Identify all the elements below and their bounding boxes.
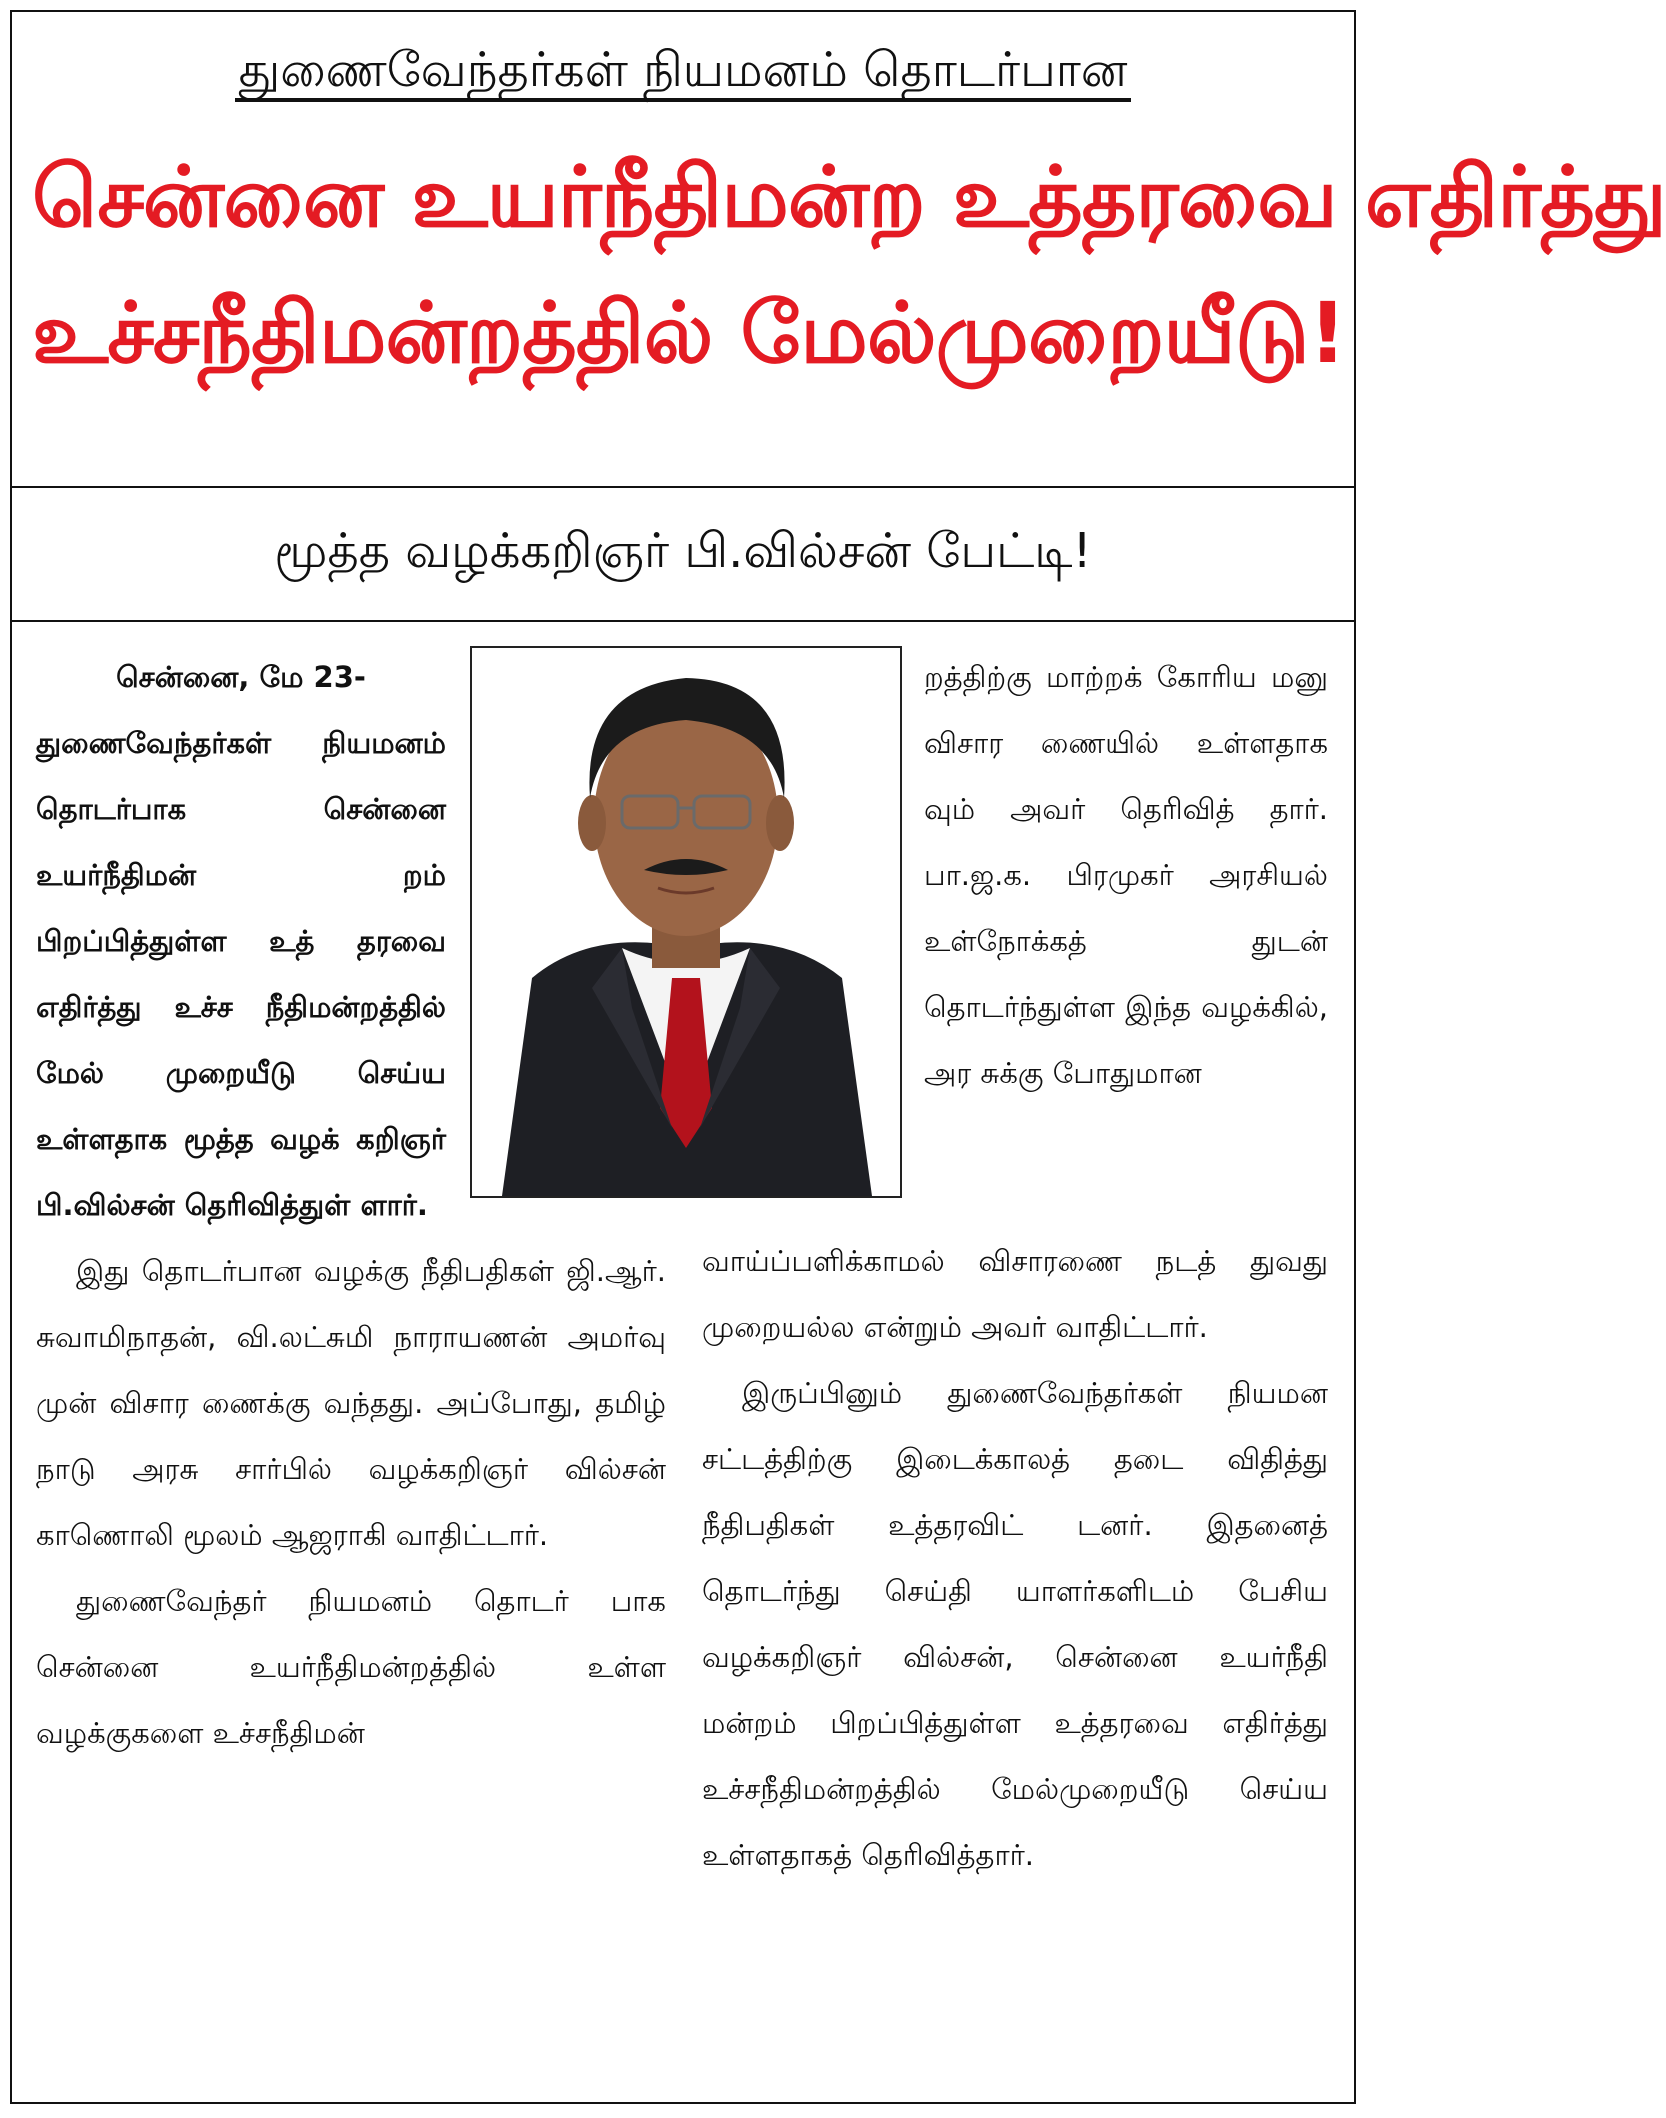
subhead: மூத்த வழக்கறிஞர் பி.வில்சன் பேட்டி! [274, 523, 1092, 579]
kicker [12, 38, 1354, 102]
kicker-text: துணைவேந்தர்கள் நியமனம் தொடர்பான [235, 42, 1132, 102]
headline-line-1: சென்னை உயர்நீதிமன்ற உத்தரவை எதிர்த்து [32, 148, 1666, 246]
article-paragraph: இது தொடர்பான வழக்கு நீதிபதிகள் ஜி.ஆர். சுவாமிநாதன், வி.லட்சுமி நாராயணன் அமர்வு முன் விசார ணைக்கு வந்தது. அப்போது, தமிழ் நாடு அரசு சார்பில் வழக்கறிஞர் வில்சன் காணொலி மூலம் ஆஜராகி வாதிட்டார். [36, 1254, 666, 1552]
article-paragraph: இருப்பினும் துணைவேந்தர்கள் நியமன சட்டத்திற்கு இடைக்காலத் தடை விதித்து நீதிபதிகள் உத்தரவிட் டனர். இதனைத் தொடர்ந்து செய்தி யாளர்களிடம் பேசிய வழக்கறிஞர் வில்சன், சென்னை உயர்நீதி மன்றம் பிறப்பித்துள்ள உத்தரவை எதிர்த்து உச்சநீதிமன்றத்தில் மேல்முறையீடு செய்ய உள்ளதாகத் தெரிவித்தார். [702, 1376, 1328, 1872]
article-paragraph: றத்திற்கு மாற்றக் கோரிய மனு விசார ணையில் உள்ளதாக வும் அவர் தெரிவித் தார். பா.ஜ.க. பிரமுகர் அரசியல் உள்நோக்கத் துடன் தொடர்ந்துள்ள இந்த வழக்கில், அர சுக்கு போதுமான [924, 660, 1328, 1090]
headline-line-2: உச்சநீதிமன்றத்தில் மேல்முறையீடு! [32, 284, 1346, 382]
portrait-photo-icon [472, 648, 900, 1196]
article-paragraph: வாய்ப்பளிக்காமல் விசாரணை நடத் துவது முறையல்ல என்றும் அவர் வாதிட்டார். [702, 1244, 1328, 1344]
header-box [10, 10, 1666, 488]
subhead-box [10, 486, 1356, 622]
article-right-top-column [924, 644, 1328, 1106]
portrait-photo [470, 646, 902, 1198]
article-paragraph: துணைவேந்தர் நியமனம் தொடர் பாக சென்னை உயர்நீதிமன்றத்தில் உள்ள வழக்குகளை உச்சநீதிமன் [36, 1584, 666, 1750]
dateline: சென்னை, மே 23- [116, 660, 366, 694]
article-right-bottom-column [702, 1228, 1328, 1888]
lead-paragraph: துணைவேந்தர்கள் நியமனம் தொடர்பாக சென்னை உயர்நீதிமன் றம் பிறப்பித்துள்ள உத் தரவை எதிர்த்து உச்ச நீதிமன்றத்தில் மேல் முறையீடு செய்ய உள்ளதாக மூத்த வழக் கறிஞர் பி.வில்சன் தெரிவித்துள் ளார். [36, 726, 446, 1222]
